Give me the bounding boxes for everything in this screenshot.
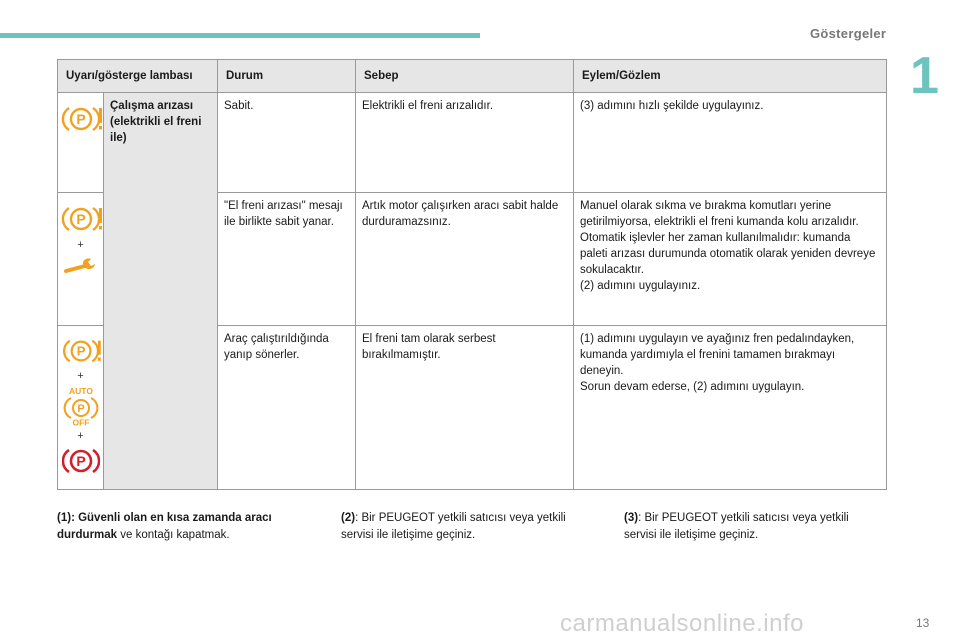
plus-sign: + [77,430,84,442]
page-number: 13 [916,616,930,630]
footnote-1-bold: : Güvenli olan en kısa zamanda aracı durdurmak [57,512,272,541]
cause-cell: El freni tam olarak serbest bırakılmamıştır. [356,326,574,490]
footnote-3-text: : Bir PEUGEOT yetkili satıcısı veya yetkili servisi ile iletişime geçiniz. [624,512,849,541]
status-cell: Araç çalıştırıldığında yanıp sönerler. [218,326,356,490]
svg-text:P: P [76,343,86,359]
plus-sign: + [77,239,84,251]
lamp-name: Çalışma arızası (elektrikli el freni ile) [104,93,218,490]
action-cell: (3) adımını hızlı şekilde uygulayınız. [574,93,887,193]
column-header-action: Eylem/Gözlem [574,60,887,93]
svg-text:P: P [76,111,86,127]
parking-brake-red-icon [62,446,100,476]
chapter-number: 1 [910,47,939,105]
footnote-2 [341,510,596,544]
footnote-1-ref: (1) [57,512,72,524]
column-header-cause: Sebep [356,60,574,93]
section-accent-bar [0,33,480,38]
off-label: OFF [72,417,89,426]
column-header-lamp: Uyarı/gösterge lambası [58,60,218,93]
watermark: carmanualsonline.info [560,610,804,637]
cause-cell: Elektrikli el freni arızalıdır. [356,93,574,193]
lamp-icon-cell [58,193,104,326]
status-cell: "El freni arızası" mesajı ile birlikte sabit yanar. [218,193,356,326]
lamp-icon-cell [58,93,104,193]
footnote-3-ref: (3) [624,512,639,524]
lamp-icon-cell [58,326,104,490]
table-row [58,93,887,193]
action-cell: Manuel olarak sıkma ve bırakma komutları yerine getirilmiyorsa, elektrikli el freni kumanda kolu arızalıdır. Otomatik işlevler her zaman kullanılmalıdır: kumanda paleti arızası durumunda otomatik olarak yeniden devreye sokulacaktır. (2) adımını uygulayınız. [574,193,887,326]
footnote-3 [624,510,879,544]
action-cell: (1) adımını uygulayın ve ayağınız fren pedalındayken, kumanda yardımıyla el frenini tamamen bırakmayı deneyin. Sorun devam ederse, (2) adımını uygulayın. [574,326,887,490]
plus-sign: + [77,370,84,382]
footnote-1-rest: ve kontağı kapatmak. [117,529,230,541]
footnote-2-ref: (2) [341,512,356,524]
cause-cell: Artık motor çalışırken aracı sabit halde durduramazsınız. [356,193,574,326]
section-title: Göstergeler [810,26,887,41]
svg-text:P: P [76,211,86,227]
status-cell: Sabit. [218,93,356,193]
auto-off-parking-brake-icon [63,386,99,426]
warning-lamp-table [57,59,887,490]
auto-label: AUTO [68,386,93,396]
column-header-status: Durum [218,60,356,93]
footnote-1 [57,510,312,544]
wrench-icon [63,255,99,277]
svg-text:P: P [75,453,86,469]
parking-brake-warning-icon [60,103,104,135]
parking-brake-warning-icon [60,203,104,235]
svg-text:P: P [76,403,85,415]
parking-brake-warning-icon [60,336,104,366]
footnote-2-text: : Bir PEUGEOT yetkili satıcısı veya yetkili servisi ile iletişime geçiniz. [341,512,566,541]
table-header-row [58,60,887,93]
